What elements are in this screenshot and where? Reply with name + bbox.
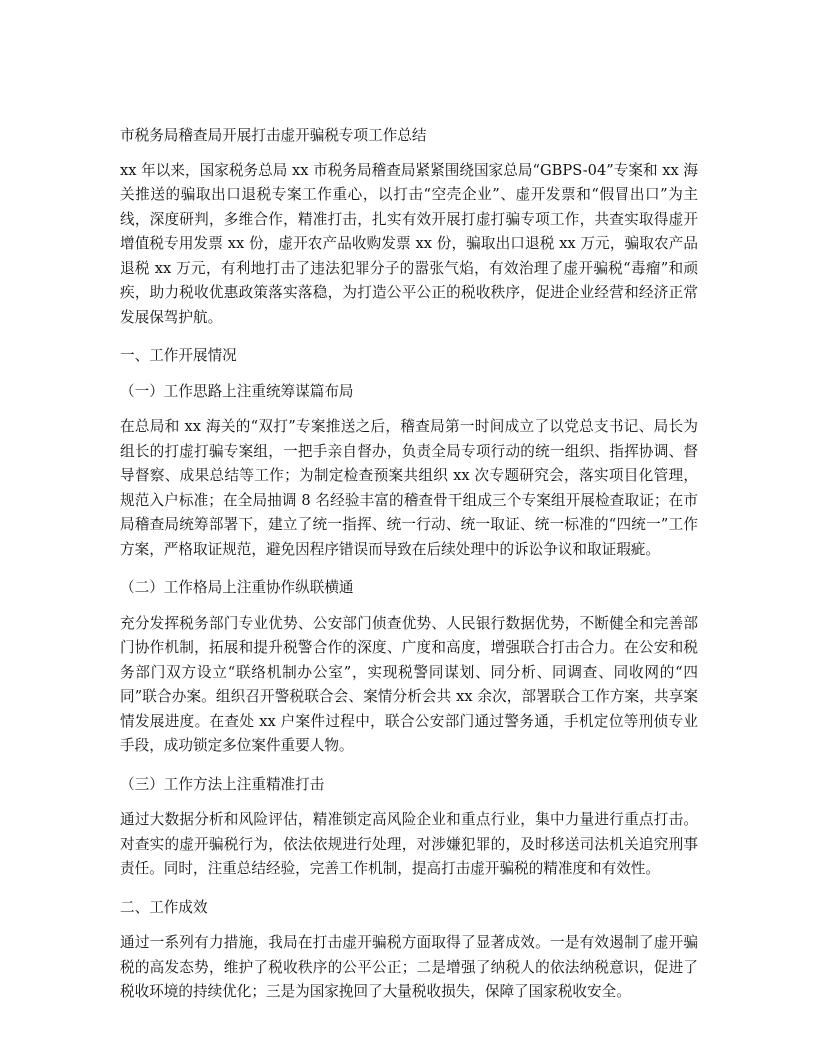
subsection-paragraph-work-structure: 充分发挥税务部门专业优势、公安部门侦查优势、人民银行数据优势，不断健全和完善部门协作机制，拓展和提升税警合作的深度、广度和高度，增强联合打击合力。在公安和税务部门双方设立“联络机制办公室”，实现税警同谋划、同分析、同调查、同收网的“四同”联合办案。组织召开警税联合会、案情分析会共 xx 余次，部署联合工作方案，共享案情发展进度。在查处 xx 户案件过程中，联合公安部门通过警务通，手机定位等刑侦专业手段，成功锁定多位案件重要人物。 [120,614,698,754]
subsection-heading-work-structure: （二）工作格局上注重协作纵联横通 [120,579,354,596]
intro-paragraph: xx 年以来，国家税务总局 xx 市税务局稽查局紧紧围绕国家总局“GBPS-04”专案和 xx 海关推送的骗取出口退税专案工作重心，以打击“空壳企业”、虚开发票和“假冒出口”为主线，深度研判，多维合作，精准打击，扎实有效开展打虚打骗专项工作，共查实取得虚开增值税专用发票 xx 份，虚开农产品收购发票 xx 份，骗取出口退税 xx 万元，骗取农产品退税 xx 万元，有利地打击了违法犯罪分子的嚣张气焰，有效治理了虚开骗税“毒瘤”和顽疾，助力税收优惠政策落实落稳，为打造公平公正的税收秩序，促进企业经营和经济正常发展保驾护航。 [120,161,698,326]
section-heading-results: 二、工作成效 [120,898,208,916]
subsection-paragraph-work-approach: 在总局和 xx 海关的“双打”专案推送之后，稽查局第一时间成立了以党总支书记、局长为组长的打虚打骗专案组，一把手亲自督办，负责全局专项行动的统一组织、指挥协调、督导督察、成果总结等工作；为制定检查预案共组织 xx 次专题研究会，落实项目化管理，规范入户标准；在全局抽调 8 名经验丰富的稽查骨干组成三个专案组开展检查取证；在市局稽查局统筹部署下，建立了统一指挥、统一行动、统一取证、统一标准的“四统一”工作方案，严格取证规范，避免因程序错误而导致在后续处理中的诉讼争议和取证瑕疵。 [120,418,698,558]
subsection-paragraph-work-method: 通过大数据分析和风险评估，精准锁定高风险企业和重点行业，集中力量进行重点打击。对查实的虚开骗税行为，依法依规进行处理，对涉嫌犯罪的，及时移送司法机关追究刑事责任。同时，注重总结经验，完善工作机制，提高打击虚开骗税的精准度和有效性。 [120,811,698,877]
section-heading-work-progress: 一、工作开展情况 [120,347,237,364]
subsection-heading-work-method: （三）工作方法上注重精准打击 [120,775,325,793]
section-paragraph-results: 通过一系列有力措施，我局在打击虚开骗税方面取得了显著成效。一是有效遏制了虚开骗税的高发态势，维护了税收秩序的公平公正；二是增强了纳税人的依法纳税意识，促进了税收环境的持续优化；三是为国家挽回了大量税收损失，保障了国家税收安全。 [120,934,698,1000]
document-page [120,124,698,1019]
document-title: 市税务局稽查局开展打击虚开骗税专项工作总结 [120,127,427,144]
subsection-heading-work-approach: （一）工作思路上注重统筹谋篇布局 [120,382,354,400]
